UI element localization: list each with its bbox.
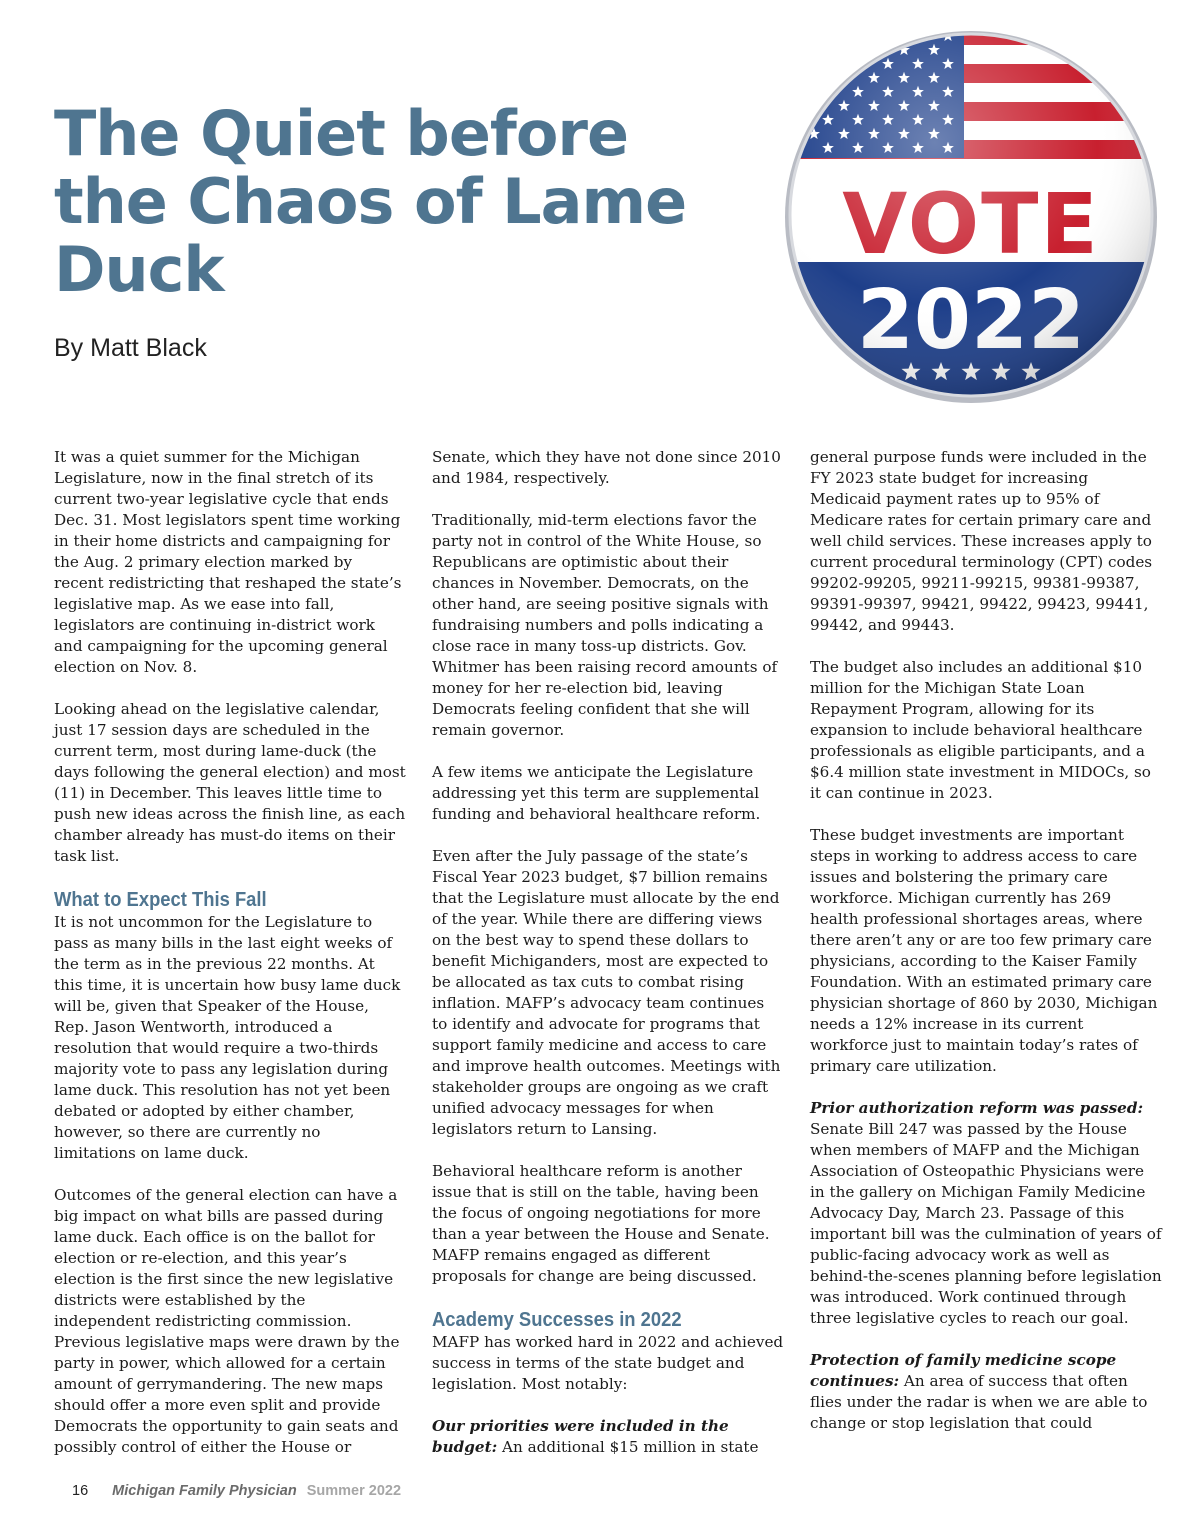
paragraph-lead: Protection of family medicine scope continues:: [810, 1351, 1117, 1390]
paragraph-text: Senate Bill 247 was passed by the House when members of MAFP and the Michigan Association of Osteopathic Physicians were in the gallery on Michigan Family Medicine Advocacy Day, March 23. Passage of this important bill was the culmination of years of public-facing advocacy work as well as behind-the-scenes planning before legislation was introduced. Work continued through three legislative cycles to reach our goal.: [810, 1120, 1162, 1327]
page-footer: [72, 1483, 401, 1499]
paragraph: MAFP has worked hard in 2022 and achieved success in terms of the state budget and legislation. Most notably:: [432, 1333, 784, 1393]
flag-star: [822, 30, 834, 41]
issue-label: Summer 2022: [306, 1483, 402, 1499]
flag-star: [838, 44, 850, 55]
flag-star: [808, 100, 820, 111]
paragraph: It is not uncommon for the Legislature to pass as many bills in the last eight weeks of the term as in the previous 22 months. At this time, it is uncertain how busy lame duck will be, given that Speaker of the House, Rep. Jason Wentworth, introduced a resolution that would require a two-thirds majority vote to pass any legislation during lame duck. This resolution has not yet been debated or adopted by either chamber, however, so there are currently no limitations on lame duck.: [54, 913, 401, 1162]
paragraph: A few items we anticipate the Legislature addressing yet this term are supplemental funding and behavioral healthcare reform.: [432, 763, 761, 823]
page-number: 16: [72, 1483, 89, 1499]
paragraph: Behavioral healthcare reform is another issue that is still on the table, having been the focus of ongoing negotiations for more than a year between the House and Senate. MAFP remains engaged as different proposals for change are being discussed.: [432, 1162, 770, 1285]
paragraph: [810, 1098, 1162, 1329]
vote-2022-button-graphic: [782, 26, 1160, 404]
flag-star: [882, 30, 894, 41]
flag-star: [792, 30, 804, 41]
text-column-1: [54, 447, 406, 1479]
paragraph-text: An additional $15 million in state: [497, 1438, 759, 1456]
paragraph: [432, 1416, 784, 1458]
paragraph: [810, 1350, 1162, 1434]
paragraph: Looking ahead on the legislative calendar, just 17 session days are scheduled in the current term, most during lame-duck (the days following the general election) and most (11) in December. This leaves little time to push new ideas across the finish line, as each chamber already has must-do items on their task list.: [54, 700, 406, 865]
publication-name: Michigan Family Physician: [112, 1483, 297, 1499]
paragraph: Traditionally, mid-term elections favor the party not in control of the White House, so Republicans are optimistic about their chances in November. Democrats, on the other hand, are seeing positive signals with fundraising numbers and polls indicating a close race in many toss-up districts. Gov. Whitmer has been raising record amounts of money for her re-election bid, leaving Democrats feeling confident that she will remain governor.: [432, 511, 778, 739]
text-column-2: [432, 447, 784, 1479]
flag-star: [868, 44, 880, 55]
paragraph: These budget investments are important steps in working to address access to care issues and bolstering the primary care workforce. Michigan currently has 269 health professional shortages areas, where there aren’t any or are too few primary care physicians, according to the Kaiser Family Foundation. With an estimated primary care physician shortage of 860 by 2030, Michigan needs a 12% increase in its current workforce just to maintain today’s rates of primary care utilization.: [810, 826, 1158, 1075]
article-byline: By Matt Black: [54, 334, 207, 362]
paragraph: general purpose funds were included in the FY 2023 state budget for increasing Medicaid payment rates up to 95% of Medicare rates for certain primary care and well child services. These increases apply to current procedural terminology (CPT) codes 99202-99205, 99211-99215, 99381-99387, 99391-99397, 99421, 99422, 99423, 99441, 99442, and 99443.: [810, 448, 1153, 634]
flag-star: [822, 58, 834, 69]
paragraph-text: An area of success that often flies under the radar is when we are able to change or stop legislation that could: [810, 1372, 1148, 1432]
paragraph: It was a quiet summer for the Michigan Legislature, now in the final stretch of its current two-year legislative cycle that ends Dec. 31. Most legislators spent time working in their home districts and campaigning for the Aug. 2 primary election marked by recent redistricting that reshaped the state’s legislative map. As we ease into fall, legislators are continuing in-district work and campaigning for the upcoming general election on Nov. 8.: [54, 448, 402, 676]
text-column-3: [810, 447, 1162, 1455]
flag-star: [792, 114, 804, 125]
paragraph: The budget also includes an additional $10 million for the Michigan State Loan Repayment Program, allowing for its expansion to include behavioral healthcare professionals as eligible participants, and a $6.4 million state investment in MIDOCs, so it can continue in 2023.: [810, 658, 1151, 802]
paragraph-lead: Prior authorization reform was passed:: [810, 1099, 1144, 1117]
paragraph: Senate, which they have not done since 2010 and 1984, respectively.: [432, 448, 781, 487]
section-heading: What to Expect This Fall: [54, 889, 267, 911]
flag-star: [808, 72, 820, 83]
flag-star: [852, 30, 864, 41]
article-title: The Quiet before the Chaos of Lame Duck: [54, 97, 687, 306]
paragraph: Outcomes of the general election can have a big impact on what bills are passed during lame duck. Each office is on the ballot for election or re-election, and this year’s election is the first since the new legislative districts were established by the independent redistricting commission. Previous legislative maps were drawn by the party in power, which allowed for a certain amount of gerrymandering. The new maps should offer a more even split and provide Democrats the opportunity to gain seats and possibly control of either the House or: [54, 1186, 400, 1456]
paragraph-lead: Our priorities were included in the budget:: [432, 1417, 729, 1456]
flag-star: [808, 44, 820, 55]
section-heading: Academy Successes in 2022: [432, 1309, 682, 1331]
flag-star: [792, 58, 804, 69]
flag-star: [792, 86, 804, 97]
paragraph: Even after the July passage of the state’s Fiscal Year 2023 budget, $7 billion remains that the Legislature must allocate by the end of the year. While there are differing views on the best way to spend these dollars to benefit Michiganders, most are expected to be allocated as tax cuts to combat rising inflation. MAFP’s advocacy team continues to identify and advocate for programs that support family medicine and access to care and improve health outcomes. Meetings with stakeholder groups are ongoing as we craft unified advocacy messages for when legislators return to Lansing.: [432, 847, 781, 1138]
